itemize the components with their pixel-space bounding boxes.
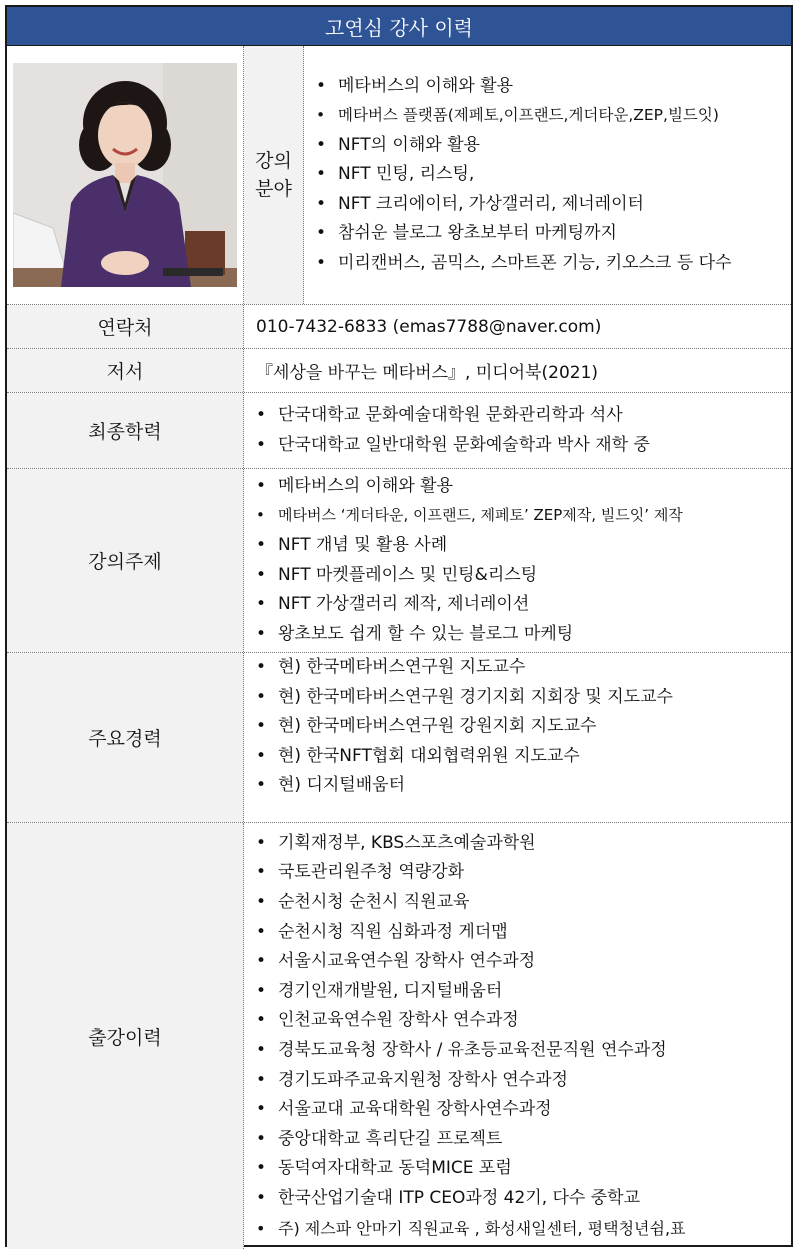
- list-item: • 왕초보도 쉽게 할 수 있는 블로그 마케팅: [252, 620, 783, 650]
- topics-row: [7, 469, 791, 653]
- list-item: • 서울시교육연수원 장학사 연수과정: [252, 947, 783, 977]
- profile-section: [7, 46, 791, 305]
- lectures-cell: [244, 823, 791, 1249]
- list-item: • 현) 한국메타버스연구원 경기지회 지회장 및 지도교수: [252, 683, 783, 713]
- list-item: • 단국대학교 일반대학원 문화예술학과 박사 재학 중: [252, 431, 783, 461]
- contact-row: [7, 305, 791, 349]
- book-row: [7, 349, 791, 393]
- list-item: • NFT 크리에이터, 가상갤러리, 제너레이터: [312, 190, 783, 220]
- field-label-line2: 분야: [255, 178, 292, 200]
- list-item: • 경기인재개발원, 디지털배움터: [252, 977, 783, 1007]
- portrait-illustration: [13, 63, 237, 287]
- list-item: • 현) 한국NFT협회 대외협력위원 지도교수: [252, 742, 783, 772]
- education-label: 최종학력: [7, 393, 244, 468]
- list-item: • 메타버스 ‘게더타운, 이프랜드, 제페토’ ZEP제작, 빌드잇’ 제작: [252, 501, 783, 531]
- resume-table: [5, 5, 793, 1247]
- list-item: • 순천시청 순천시 직원교육: [252, 888, 783, 918]
- topics-cell: [244, 469, 791, 652]
- contact-value: 010-7432-6833 (emas7788@naver.com): [256, 316, 602, 337]
- lectures-label: 출강이력: [7, 823, 244, 1249]
- list-item: • 국토관리원주청 역량강화: [252, 858, 783, 888]
- contact-label: 연락처: [7, 305, 244, 348]
- list-item: • 메타버스 플랫폼(제페토,이프랜드,게더타운,ZEP,빌드잇): [312, 101, 783, 131]
- page-title: 고연심 강사 이력: [7, 7, 791, 46]
- list-item: • 주) 제스파 안마기 직원교육 , 화성새일센터, 평택청년쉼,표: [252, 1214, 783, 1244]
- list-item: • NFT 민팅, 리스팅,: [312, 160, 783, 190]
- book-label: 저서: [7, 349, 244, 392]
- list-item: • 단국대학교 문화예술대학원 문화관리학과 석사: [252, 401, 783, 431]
- lectures-list: [252, 829, 783, 1243]
- list-item: • NFT 마켓플레이스 및 민팅&리스팅: [252, 561, 783, 591]
- list-item: • 참쉬운 블로그 왕초보부터 마케팅까지: [312, 219, 783, 249]
- list-item: • 인천교육연수원 장학사 연수과정: [252, 1006, 783, 1036]
- field-list-cell: [304, 46, 791, 304]
- list-item: • 경기도파주교육지원청 장학사 연수과정: [252, 1066, 783, 1096]
- topics-list: [252, 472, 783, 650]
- field-list: [312, 72, 783, 279]
- career-list: [252, 653, 783, 801]
- list-item: • 현) 한국메타버스연구원 강원지회 지도교수: [252, 712, 783, 742]
- list-item: • 순천시청 직원 심화과정 게더맵: [252, 918, 783, 948]
- list-item: • 현) 한국메타버스연구원 지도교수: [252, 653, 783, 683]
- list-item: • NFT의 이해와 활용: [312, 131, 783, 161]
- list-item: • NFT 개념 및 활용 사례: [252, 531, 783, 561]
- list-item: • 메타버스의 이해와 활용: [252, 472, 783, 502]
- education-row: [7, 393, 791, 469]
- list-item: • 미리캔버스, 곰믹스, 스마트폰 기능, 키오스크 등 다수: [312, 249, 783, 279]
- topics-label: 강의주제: [7, 469, 244, 652]
- lectures-row: [7, 823, 791, 1249]
- field-label-line1: 강의: [255, 150, 292, 172]
- education-list: [252, 401, 783, 460]
- profile-photo: [13, 63, 237, 287]
- list-item: • 서울교대 교육대학원 장학사연수과정: [252, 1095, 783, 1125]
- list-item: • 기획재정부, KBS스포츠예술과학원: [252, 829, 783, 859]
- list-item: • 동덕여자대학교 동덕MICE 포럼: [252, 1154, 783, 1184]
- education-cell: [244, 393, 791, 468]
- list-item: • 한국산업기술대 ITP CEO과정 42기, 다수 중학교: [252, 1184, 783, 1214]
- list-item: • NFT 가상갤러리 제작, 제너레이션: [252, 590, 783, 620]
- book-value: 『세상을 바꾸는 메타버스』, 미디어북(2021): [256, 363, 599, 383]
- list-item: • 경북도교육청 장학사 / 유초등교육전문직원 연수과정: [252, 1036, 783, 1066]
- career-cell: [244, 653, 791, 822]
- career-label: 주요경력: [7, 653, 244, 822]
- field-label: [244, 46, 304, 304]
- list-item: • 중앙대학교 흑리단길 프로젝트: [252, 1125, 783, 1155]
- list-item: • 현) 디지털배움터: [252, 771, 783, 801]
- career-row: [7, 653, 791, 823]
- list-item: • 메타버스의 이해와 활용: [312, 72, 783, 102]
- photo-cell: [7, 46, 244, 304]
